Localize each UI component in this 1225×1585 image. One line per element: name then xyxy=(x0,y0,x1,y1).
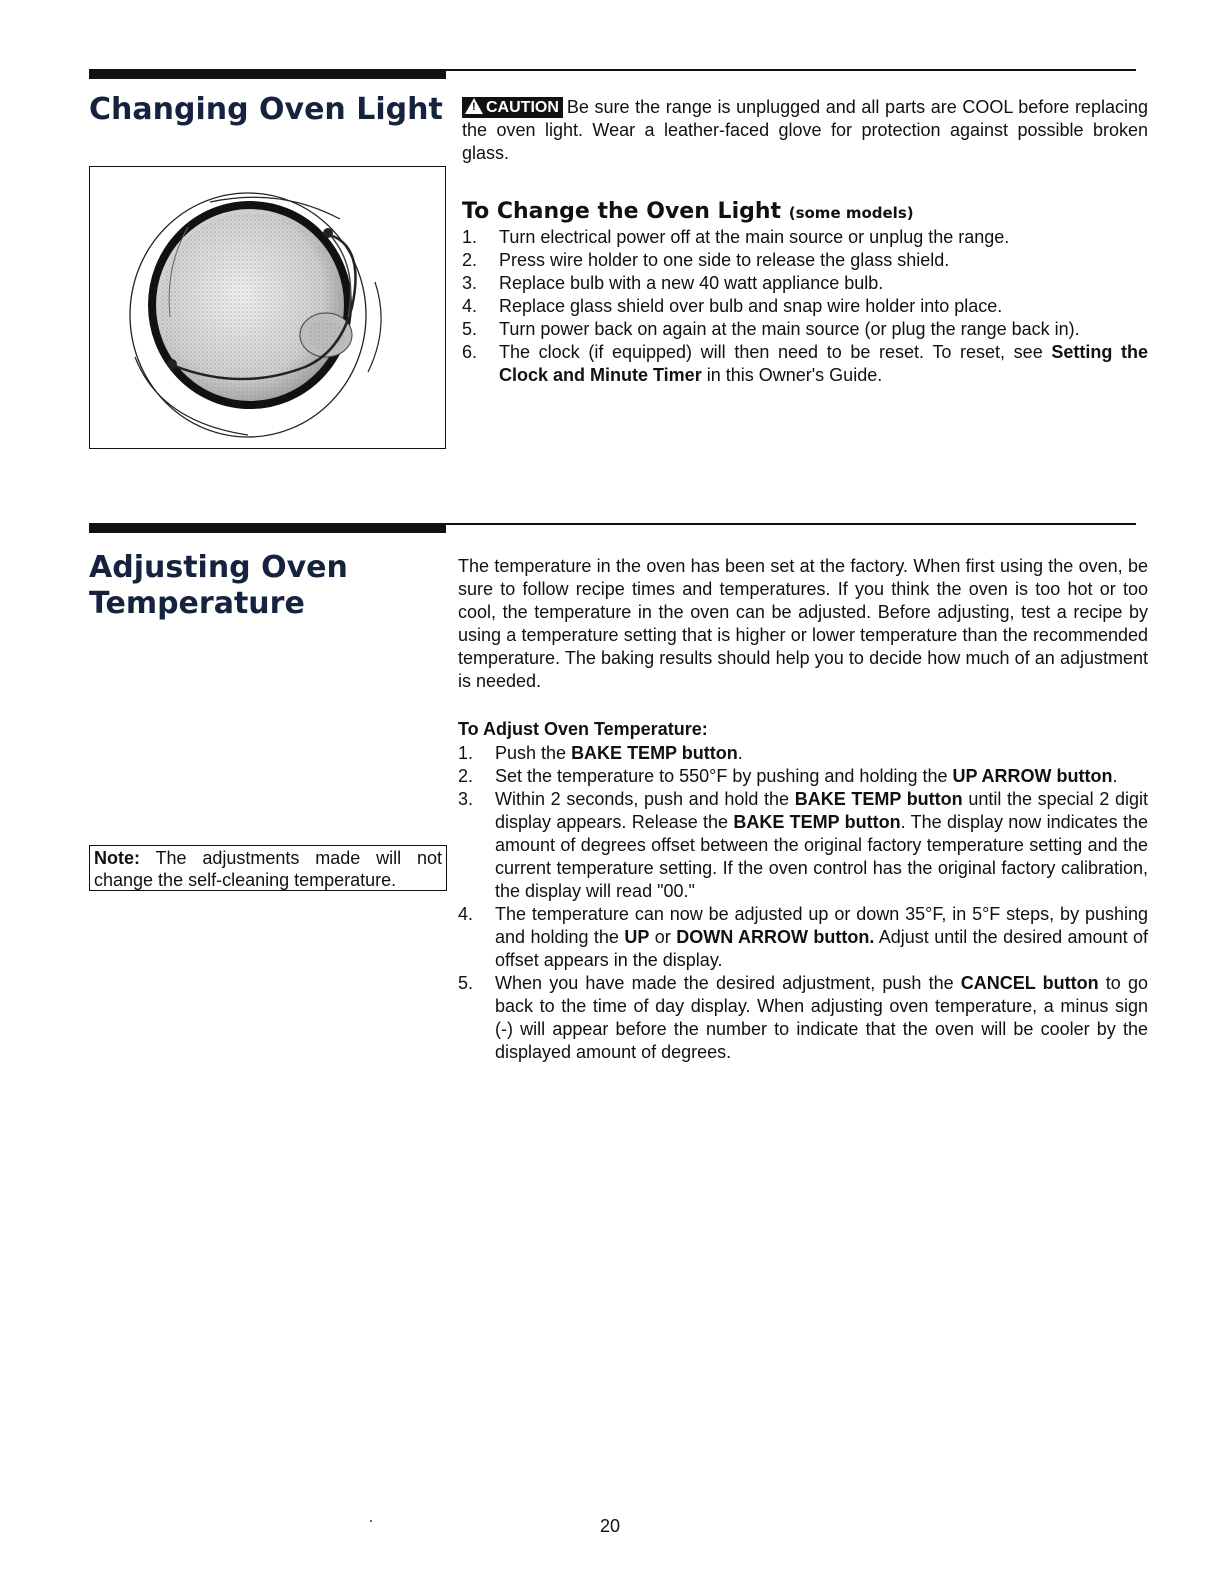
step-number: 3. xyxy=(462,273,478,293)
section-rule-thick xyxy=(89,69,446,79)
adjust-temperature-steps xyxy=(458,742,1148,1064)
note-label: Note: xyxy=(94,848,140,868)
oven-light-bulb-illustration xyxy=(90,167,445,448)
subhead-change-oven-light xyxy=(462,198,914,227)
title-line-2: Temperature xyxy=(89,586,305,621)
step-text: . The display now indicates the amount of degrees offset between the original factory temperature setting and the current temperature setting. If the oven control has the original factory calibration, the display will read "00." xyxy=(495,812,1148,901)
step-number: 6. xyxy=(462,342,478,362)
cancel-button-label: CANCEL button xyxy=(960,973,1099,993)
step-text: When you have made the desired adjustment, push the xyxy=(495,973,961,993)
caution-label: CAUTION xyxy=(486,99,559,116)
down-arrow-button-label: DOWN ARROW button. xyxy=(676,927,875,947)
list-item xyxy=(458,788,1148,903)
section-rule-thin xyxy=(446,523,1136,525)
step-text: The temperature can now be adjusted up or down 35°F, in 5°F steps, by pushing and holding the xyxy=(495,904,1148,947)
step-text: Turn power back on again at the main source (or plug the range back in). xyxy=(499,319,1080,339)
list-item xyxy=(462,226,1148,249)
step-number: 5. xyxy=(462,319,478,339)
section-rule-thin xyxy=(446,69,1136,71)
step-number: 4. xyxy=(458,904,474,924)
list-item xyxy=(462,318,1148,341)
bake-temp-button-label: BAKE TEMP button xyxy=(571,743,738,763)
step-text: Push the xyxy=(495,743,572,763)
subhead-adjust-oven-temperature: To Adjust Oven Temperature: xyxy=(458,719,708,739)
step-text: until the special 2 digit display appears. Release the xyxy=(495,789,1149,832)
change-light-steps xyxy=(462,226,1148,387)
step-text: Replace glass shield over bulb and snap wire holder into place. xyxy=(499,296,1003,316)
title-line-1: Adjusting Oven xyxy=(89,550,348,585)
step-number: 1. xyxy=(462,227,478,247)
list-item xyxy=(462,341,1148,387)
note-box xyxy=(89,845,447,891)
bake-temp-button-label: BAKE TEMP button xyxy=(794,789,963,809)
note-text: The adjustments made will not change the self-cleaning temperature. xyxy=(94,848,442,890)
up-button-label: UP xyxy=(624,927,650,947)
step-text: to go back to the time of day display. When adjusting oven temperature, a minus sign (-) will appear before the number to indicate that the oven will be cooler by the displayed amount of degrees. xyxy=(495,973,1148,1062)
caution-badge xyxy=(462,97,563,118)
oven-light-figure xyxy=(89,166,446,449)
list-item xyxy=(458,903,1148,972)
bake-temp-button-label: BAKE TEMP button xyxy=(733,812,901,832)
step-number: 4. xyxy=(462,296,478,316)
section-rule-thick xyxy=(89,523,446,533)
up-arrow-button-label: UP ARROW button xyxy=(952,766,1113,786)
caution-paragraph xyxy=(462,96,1148,165)
step-text: The clock (if equipped) will then need to be reset. To reset, see xyxy=(499,342,1052,362)
step-number: 1. xyxy=(458,743,474,763)
subhead-suffix-text: (some models) xyxy=(788,204,914,222)
section-title-changing-oven-light: Changing Oven Light xyxy=(89,92,443,127)
list-item xyxy=(462,295,1148,318)
step-text-end: in this Owner's Guide. xyxy=(701,365,883,385)
step-text: Set the temperature to 550°F by pushing and holding the xyxy=(495,766,953,786)
step-text: Adjust until the desired amount of offset appears in the display. xyxy=(495,927,1149,970)
step-number: 3. xyxy=(458,789,474,809)
caution-text: Be sure the range is unplugged and all parts are COOL before replacing the oven light. Wear a leather-faced glove for protection against possible broken glass. xyxy=(462,97,1148,163)
step-text: . xyxy=(737,743,743,763)
step-text: Replace bulb with a new 40 watt appliance bulb. xyxy=(499,273,884,293)
list-item xyxy=(458,765,1148,788)
step-text: . xyxy=(1112,766,1118,786)
list-item xyxy=(462,249,1148,272)
scan-speck xyxy=(370,1520,372,1522)
step-text: or xyxy=(649,927,677,947)
step-text: Press wire holder to one side to release the glass shield. xyxy=(499,250,950,270)
list-item xyxy=(458,742,1148,765)
step-number: 2. xyxy=(462,250,478,270)
adjust-intro-paragraph: The temperature in the oven has been set at the factory. When first using the oven, be sure to follow recipe times and temperatures. If you think the oven is too hot or too cool, the temperature in the oven can be adjusted. Before adjusting, test a recipe by using a temperature setting that is higher or lower temperature than the recommended temperature. The baking results should help you to decide how much of an adjustment is needed. xyxy=(458,556,1148,691)
subhead-main-text: To Change the Oven Light xyxy=(462,199,782,224)
step-number: 5. xyxy=(458,973,474,993)
step-number: 2. xyxy=(458,766,474,786)
section-title-adjusting-oven-temperature xyxy=(89,550,348,622)
list-item xyxy=(462,272,1148,295)
step-bold-reference: Setting the Clock and Minute Timer xyxy=(499,342,1149,385)
warning-triangle-icon: ! xyxy=(465,98,483,114)
step-text: Turn electrical power off at the main source or unplug the range. xyxy=(499,227,1010,247)
list-item xyxy=(458,972,1148,1064)
step-text: Within 2 seconds, push and hold the xyxy=(495,789,795,809)
page-number: 20 xyxy=(600,1516,621,1536)
